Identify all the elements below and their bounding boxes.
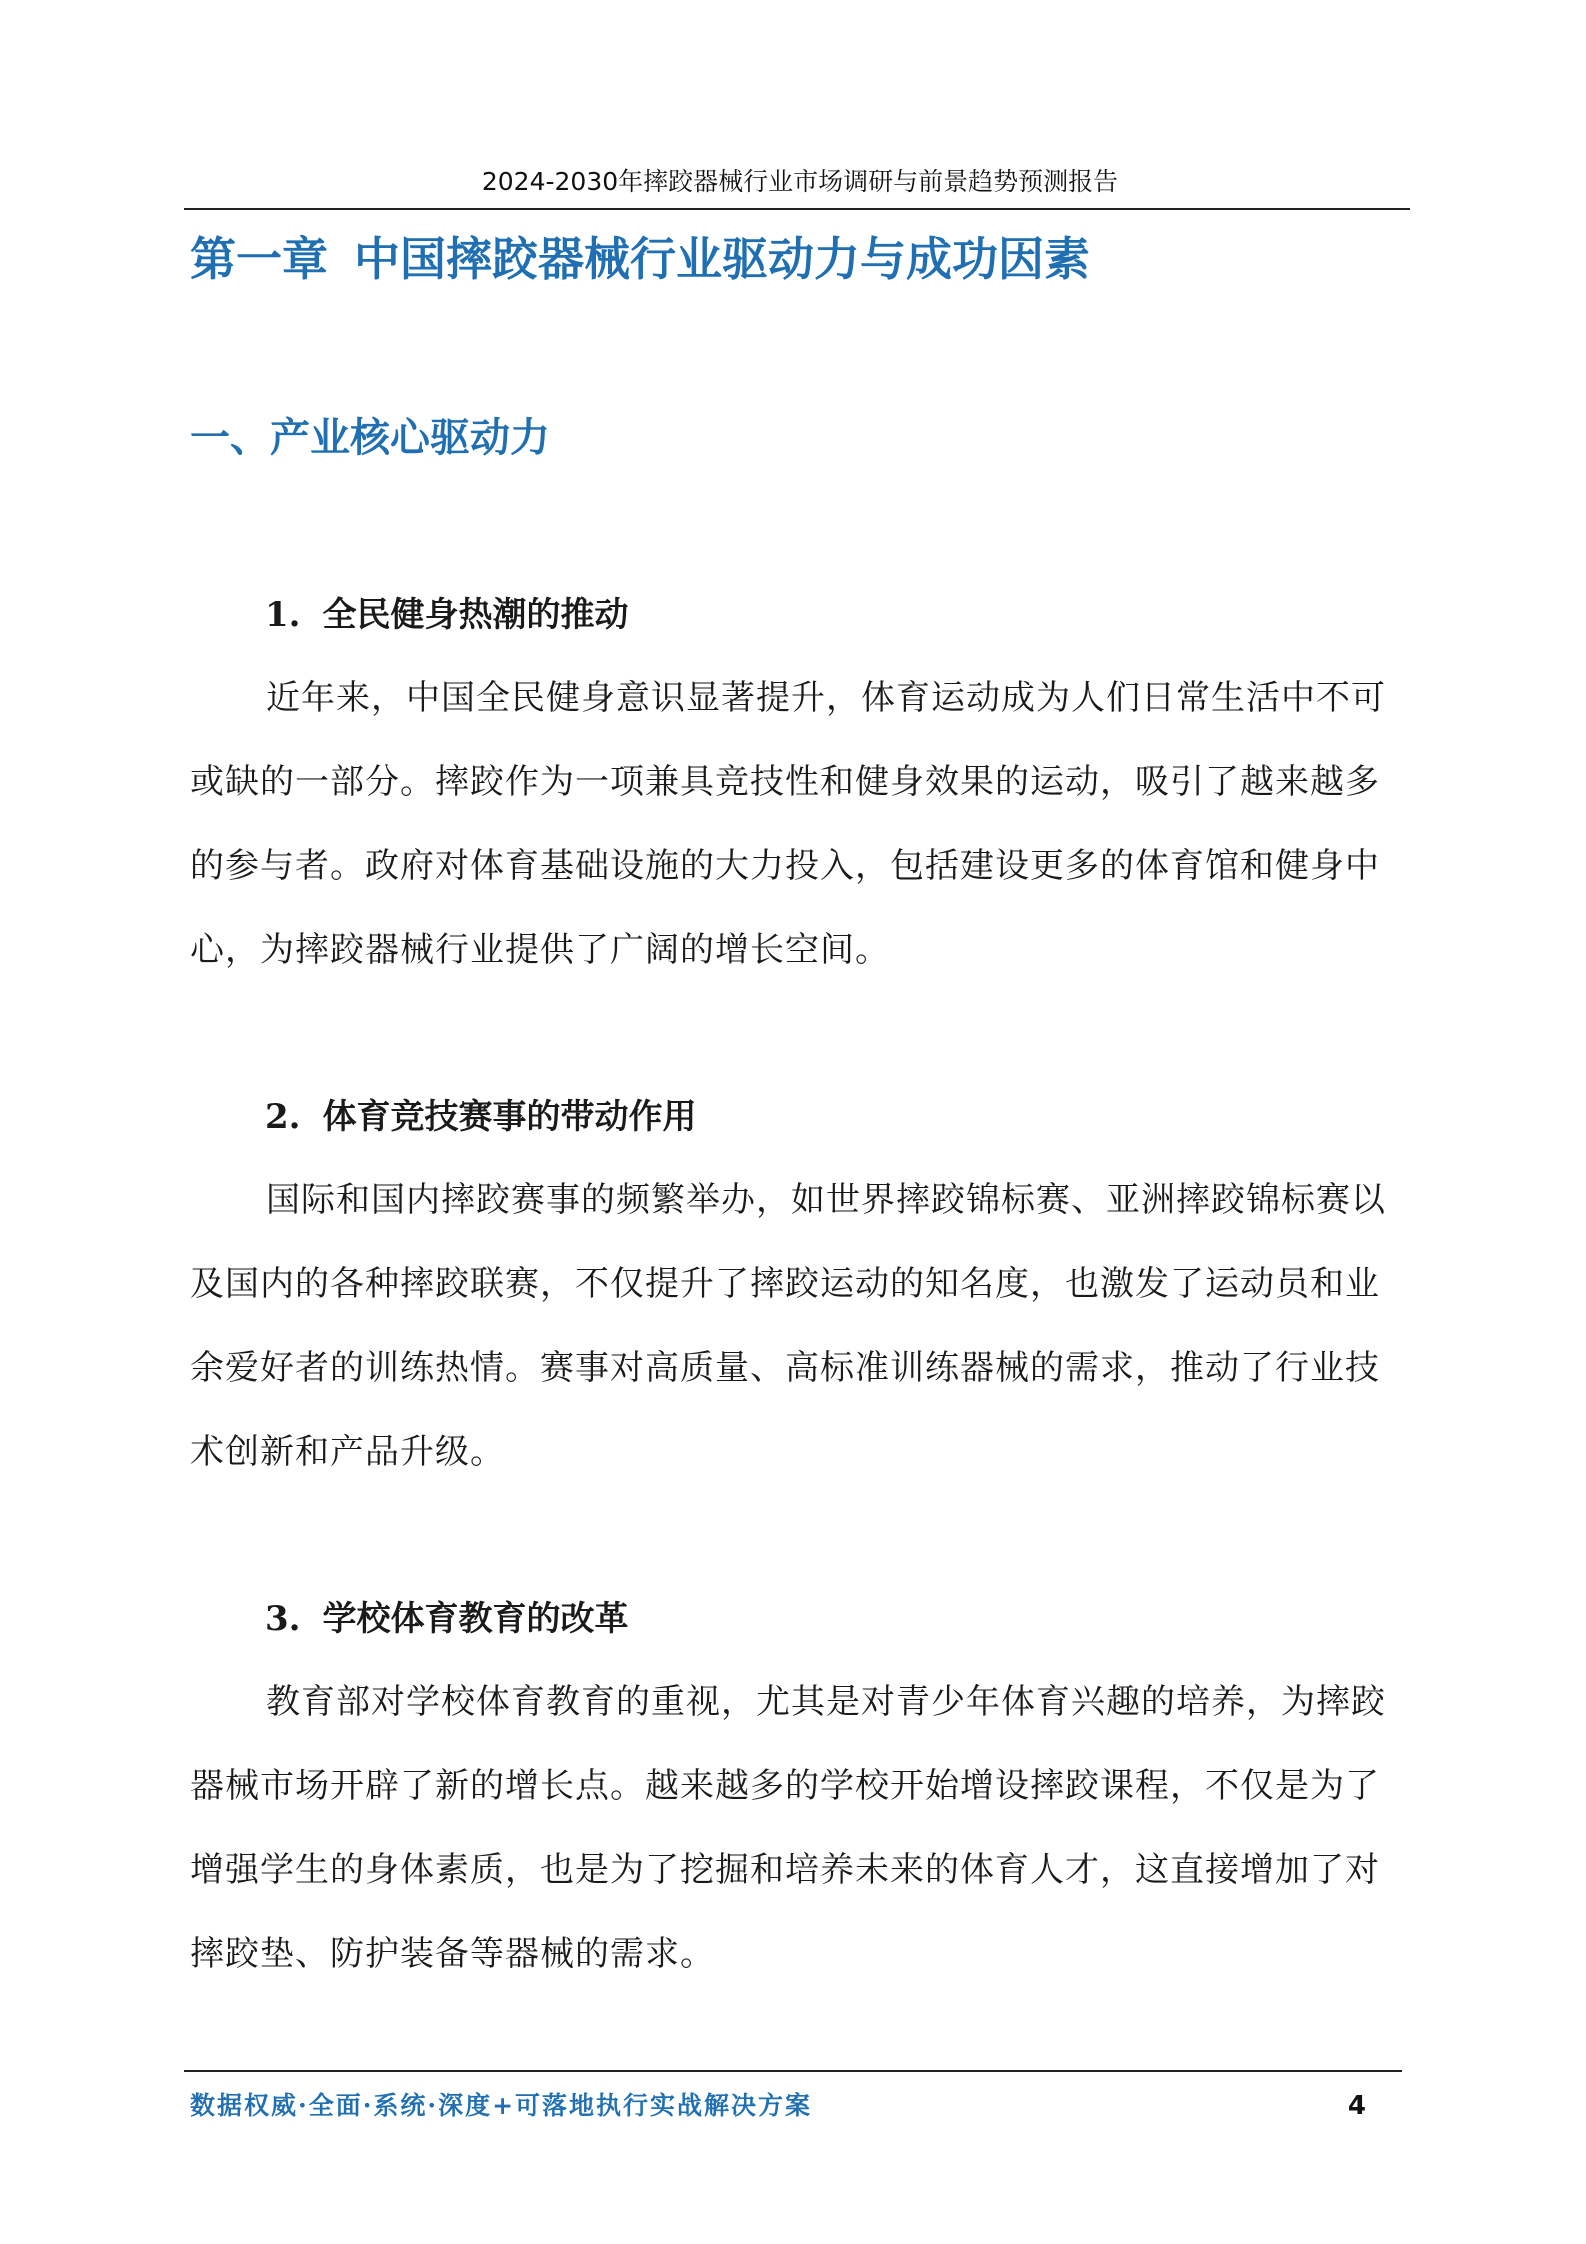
body-paragraph: 近年来，中国全民健身意识显著提升，体育运动成为人们日常生活中不可或缺的一部分。摔跤作为一项兼具竞技性和健身效果的运动，吸引了越来越多的参与者。政府对体育基础设施的大力投入，包括建设更多的体育馆和健身中心，为摔跤器械行业提供了广阔的增长空间。 xyxy=(190,678,1386,970)
running-header: 2024-2030年摔跤器械行业市场调研与前景趋势预测报告 xyxy=(481,167,1119,196)
subsection-heading xyxy=(265,1092,697,1142)
page-number: 4 xyxy=(1347,2091,1366,2121)
footer-divider xyxy=(184,2070,1402,2072)
header-divider xyxy=(184,208,1410,210)
subsection-heading-text: 全民健身热潮的推动 xyxy=(322,595,629,635)
subsection-number: 1. xyxy=(265,595,301,635)
subsection-heading xyxy=(265,1594,629,1644)
chapter-title xyxy=(190,226,1090,292)
subsection-number: 2. xyxy=(265,1097,301,1137)
subsection-heading-text: 体育竞技赛事的带动作用 xyxy=(322,1097,697,1137)
chapter-number: 第一章 xyxy=(190,232,328,286)
body-paragraph: 国际和国内摔跤赛事的频繁举办，如世界摔跤锦标赛、亚洲摔跤锦标赛以及国内的各种摔跤联赛，不仅提升了摔跤运动的知名度，也激发了运动员和业余爱好者的训练热情。赛事对高质量、高标准训练器械的需求，推动了行业技术创新和产品升级。 xyxy=(190,1180,1386,1472)
chapter-title-text: 中国摔跤器械行业驱动力与成功因素 xyxy=(354,232,1090,286)
body-paragraph: 教育部对学校体育教育的重视，尤其是对青少年体育兴趣的培养，为摔跤器械市场开辟了新的增长点。越来越多的学校开始增设摔跤课程，不仅是为了增强学生的身体素质，也是为了挖掘和培养未来的体育人才，这直接增加了对摔跤垫、防护装备等器械的需求。 xyxy=(190,1682,1386,1974)
subsection-number: 3. xyxy=(265,1599,301,1639)
subsection-heading xyxy=(265,590,629,640)
footer-slogan: 数据权威·全面·系统·深度+可落地执行实战解决方案 xyxy=(190,2091,813,2120)
subsection-heading-text: 学校体育教育的改革 xyxy=(322,1599,629,1639)
section-title: 一、产业核心驱动力 xyxy=(190,415,550,461)
